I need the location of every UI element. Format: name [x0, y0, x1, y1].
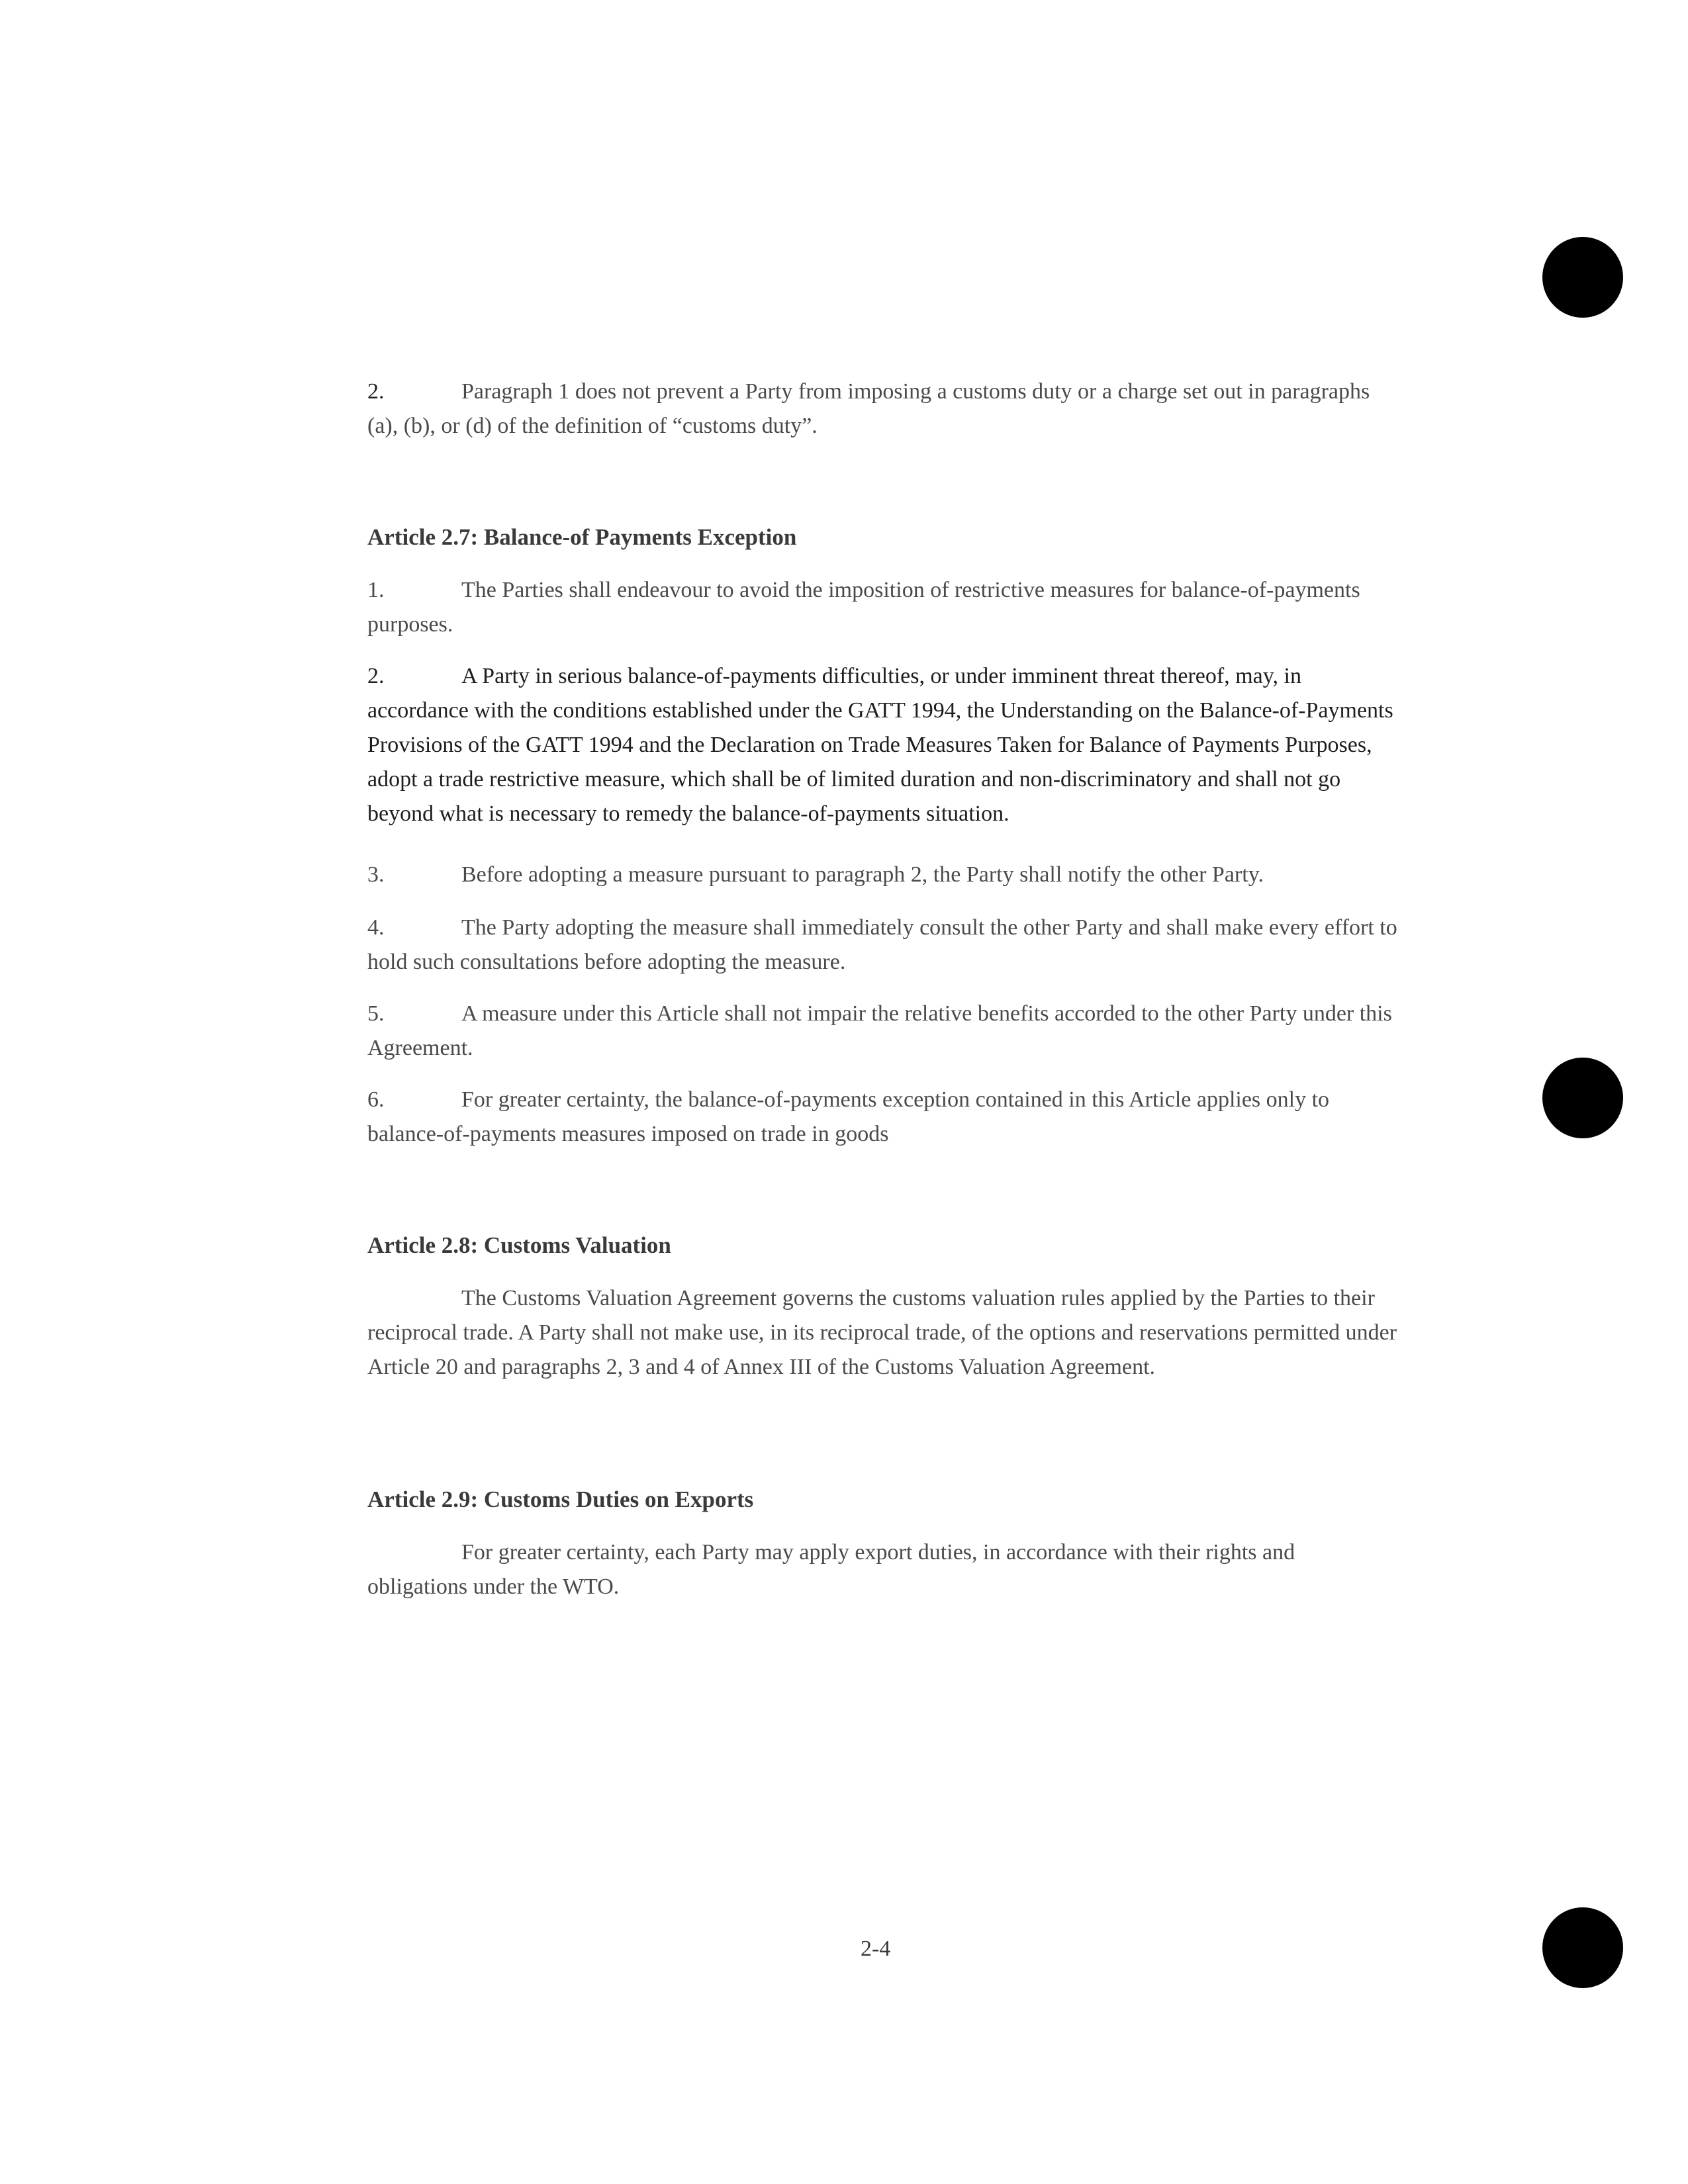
article-2-7-paragraph-5-block [367, 997, 1400, 1066]
paragraph-number: 6. [367, 1087, 385, 1112]
article-2-7-heading: Article 2.7: Balance-of Payments Exception [367, 524, 797, 550]
punch-hole-middle [1542, 1058, 1623, 1138]
paragraph-text: For greater certainty, the balance-of-payments exception contained in this Article applies only to balance-of-payments measures imposed on trade in goods [367, 1087, 1330, 1146]
paragraph-text: A Party in serious balance-of-payments difficulties, or under imminent threat thereof, may, in accordance with the conditions established under the GATT 1994, the Understanding on the Balance-of-Payments Provisions of the GATT 1994 and the Declaration on Trade Measures Taken for Balance of Payments Purposes, adopt a trade restrictive measure, which shall be of limited duration and non-discriminatory and shall not go beyond what is necessary to remedy the balance-of-payments situation. [367, 664, 1393, 826]
article-2-7-paragraph-1-block [367, 573, 1400, 642]
paragraph-number: 2. [367, 379, 385, 404]
article-2-7-paragraph-4 [367, 911, 1400, 979]
paragraph-text: A measure under this Article shall not impair the relative benefits accorded to the other Party under this Agreement. [367, 1001, 1392, 1060]
article-2-7-paragraph-6 [367, 1083, 1400, 1152]
article-2-9-heading-block [367, 1482, 1400, 1517]
article-2-7-paragraph-4-block [367, 911, 1400, 979]
article-2-7-paragraph-5 [367, 997, 1400, 1066]
article-2-7-paragraph-2-block [367, 659, 1400, 831]
page-number: 2-4 [861, 1936, 891, 1961]
paragraph-text: For greater certainty, each Party may apply export duties, in accordance with their rights and obligations under the WTO. [367, 1540, 1295, 1599]
paragraph-number: 1. [367, 578, 385, 602]
article-2-7-paragraph-3-block [367, 858, 1400, 892]
paragraph-number: 2. [367, 664, 385, 688]
paragraph-text: The Party adopting the measure shall immediately consult the other Party and shall make every effort to hold such consultations before adopting the measure. [367, 915, 1397, 974]
paragraph-number: 5. [367, 1001, 385, 1026]
article-2-7-paragraph-3 [367, 858, 1400, 892]
opening-paragraph [367, 375, 1400, 443]
paragraph-number: 3. [367, 862, 385, 887]
article-2-8-heading: Article 2.8: Customs Valuation [367, 1232, 671, 1258]
article-2-8-paragraph [367, 1281, 1400, 1385]
punch-hole-top [1542, 237, 1623, 318]
article-2-8-heading-block [367, 1228, 1400, 1263]
opening-paragraph-block [367, 375, 1400, 443]
punch-hole-bottom [1542, 1907, 1623, 1988]
article-2-9-body-block [367, 1535, 1400, 1604]
paragraph-number: 4. [367, 915, 385, 940]
article-2-9-heading: Article 2.9: Customs Duties on Exports [367, 1486, 754, 1512]
article-2-9-paragraph [367, 1535, 1400, 1604]
paragraph-text: Paragraph 1 does not prevent a Party from imposing a customs duty or a charge set out in paragraphs (a), (b), or (d) of the definition of “customs duty”. [367, 379, 1370, 438]
paragraph-text: Before adopting a measure pursuant to paragraph 2, the Party shall notify the other Party. [461, 862, 1264, 887]
article-2-7-paragraph-6-block [367, 1083, 1400, 1152]
article-2-8-body-block [367, 1281, 1400, 1385]
paragraph-text: The Parties shall endeavour to avoid the imposition of restrictive measures for balance-of-payments purposes. [367, 578, 1360, 637]
article-2-7-heading-block [367, 520, 1400, 555]
article-2-7-paragraph-1 [367, 573, 1400, 642]
article-2-7-paragraph-2 [367, 659, 1400, 831]
paragraph-text: The Customs Valuation Agreement governs the customs valuation rules applied by the Parties to their reciprocal trade. A Party shall not make use, in its reciprocal trade, of the options and reservations permitted under Article 20 and paragraphs 2, 3 and 4 of Annex III of the Customs Valuation Agreement. [367, 1286, 1397, 1379]
